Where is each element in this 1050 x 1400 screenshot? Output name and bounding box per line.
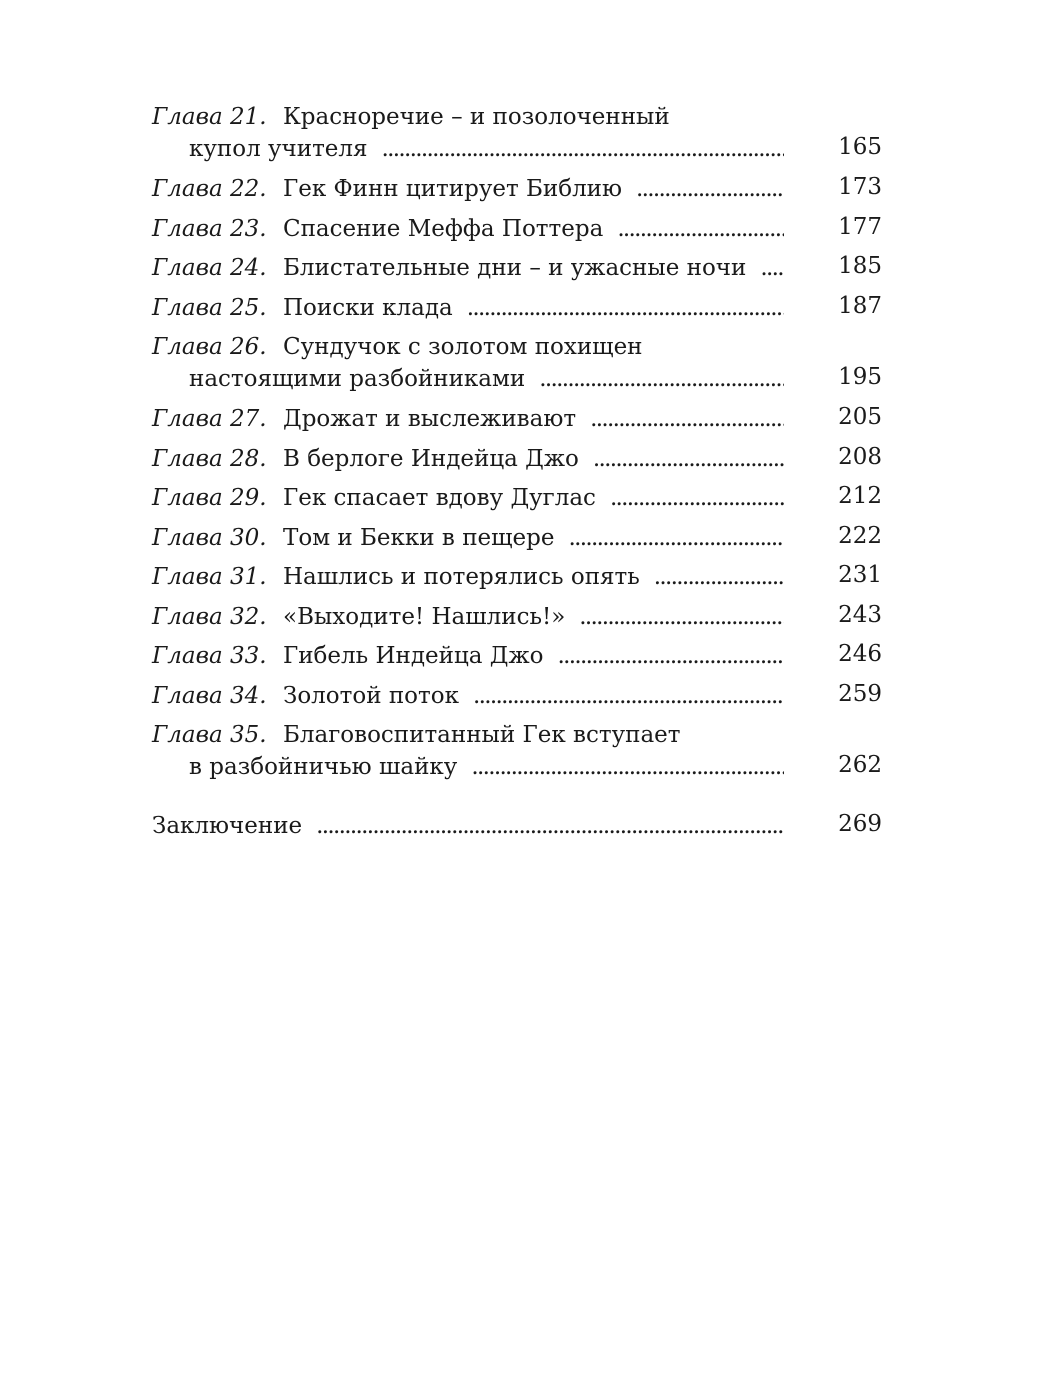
chapter-title-line2: настоящими разбойниками (189, 366, 526, 392)
leader-dots (590, 403, 784, 435)
chapter-number: Глава 24. (152, 255, 267, 281)
conclusion-title: Заключение (152, 813, 303, 839)
leader-dots (316, 810, 784, 842)
page-number: 212 (838, 483, 882, 509)
chapter-title-line2: купол учителя (189, 136, 368, 162)
toc-entry-chapter-31[interactable] (152, 561, 882, 593)
toc-entry-chapter-30[interactable] (152, 522, 882, 554)
leader-dots (467, 292, 784, 324)
chapter-number: Глава 33. (152, 643, 267, 669)
chapter-number: Глава 25. (152, 294, 267, 321)
leader-dots (593, 443, 784, 475)
toc-entry-chapter-27[interactable] (152, 403, 882, 435)
chapter-number: Глава 34. (152, 682, 267, 709)
page-number: 269 (838, 811, 882, 837)
page-number: 205 (838, 404, 882, 430)
chapter-title: Гек спасает вдову Дуглас (283, 485, 596, 511)
chapter-number: Глава 23. (152, 215, 267, 242)
toc-entry-chapter-28[interactable] (152, 443, 882, 475)
chapter-number: Глава 29. (152, 485, 267, 511)
chapter-title: Гек Финн цитирует Библию (283, 176, 623, 202)
page-number: 222 (838, 522, 882, 549)
chapter-number: Глава 26. (152, 334, 267, 360)
chapter-title: «Выходите! Нашлись!» (283, 603, 566, 630)
chapter-title: Гибель Индейца Джо (283, 643, 544, 669)
toc-entry-conclusion[interactable] (152, 810, 882, 842)
toc-entry-chapter-35[interactable] (152, 719, 882, 783)
chapter-number: Глава 32. (152, 603, 267, 630)
leader-dots (617, 213, 784, 245)
page-number: 165 (838, 134, 882, 160)
leader-dots (471, 751, 784, 783)
chapter-number: Глава 21. (152, 104, 267, 130)
toc-entry-chapter-22[interactable] (152, 173, 882, 205)
leader-dots (557, 640, 784, 672)
page-number: 173 (838, 174, 882, 200)
chapter-number: Глава 28. (152, 445, 267, 472)
leader-dots (636, 173, 784, 205)
toc-entry-chapter-33[interactable] (152, 640, 882, 672)
chapter-title: Поиски клада (283, 294, 453, 321)
page-number: 259 (838, 680, 882, 707)
chapter-title-line1: Сундучок с золотом похищен (283, 334, 643, 360)
section-spacer (152, 791, 882, 810)
toc-entry-chapter-29[interactable] (152, 482, 882, 514)
page-number: 185 (838, 253, 882, 279)
chapter-number: Глава 30. (152, 524, 267, 551)
leader-dots (654, 561, 784, 593)
page-number: 231 (838, 562, 882, 588)
toc-entry-chapter-32[interactable] (152, 601, 882, 633)
chapter-title: Дрожат и выслеживают (283, 406, 577, 432)
page-number: 243 (838, 601, 882, 628)
page-number: 177 (838, 213, 882, 240)
chapter-title: Спасение Меффа Поттера (283, 215, 604, 242)
chapter-number: Глава 27. (152, 406, 267, 432)
leader-dots (760, 252, 784, 284)
page-number: 187 (838, 292, 882, 319)
toc-entry-chapter-23[interactable] (152, 213, 882, 245)
leader-dots (382, 133, 784, 165)
chapter-title-line1: Красноречие – и позолоченный (283, 104, 670, 130)
page-number: 246 (838, 641, 882, 667)
toc-entry-chapter-34[interactable] (152, 680, 882, 712)
toc-entry-chapter-26[interactable] (152, 331, 882, 395)
chapter-number: Глава 31. (152, 564, 267, 590)
leader-dots (579, 601, 784, 633)
page-number: 195 (838, 364, 882, 390)
chapter-title: Нашлись и потерялись опять (283, 564, 640, 590)
toc-entry-chapter-25[interactable] (152, 292, 882, 324)
page-number: 262 (838, 752, 882, 778)
toc-entry-chapter-24[interactable] (152, 252, 882, 284)
leader-dots (539, 363, 784, 395)
leader-dots (610, 482, 784, 514)
chapter-title: В берлоге Индейца Джо (283, 445, 579, 472)
table-of-contents (152, 101, 882, 850)
toc-entry-chapter-21[interactable] (152, 101, 882, 165)
chapter-number: Глава 22. (152, 176, 267, 202)
chapter-title-line1: Благовоспитанный Гек вступает (283, 722, 681, 748)
chapter-number: Глава 35. (152, 722, 267, 748)
chapter-title: Блистательные дни – и ужасные ночи (283, 255, 747, 281)
page-number: 208 (838, 443, 882, 470)
leader-dots (568, 522, 784, 554)
chapter-title: Том и Бекки в пещере (283, 524, 555, 551)
chapter-title: Золотой поток (283, 682, 459, 709)
chapter-title-line2: в разбойничью шайку (189, 754, 458, 780)
leader-dots (473, 680, 784, 712)
